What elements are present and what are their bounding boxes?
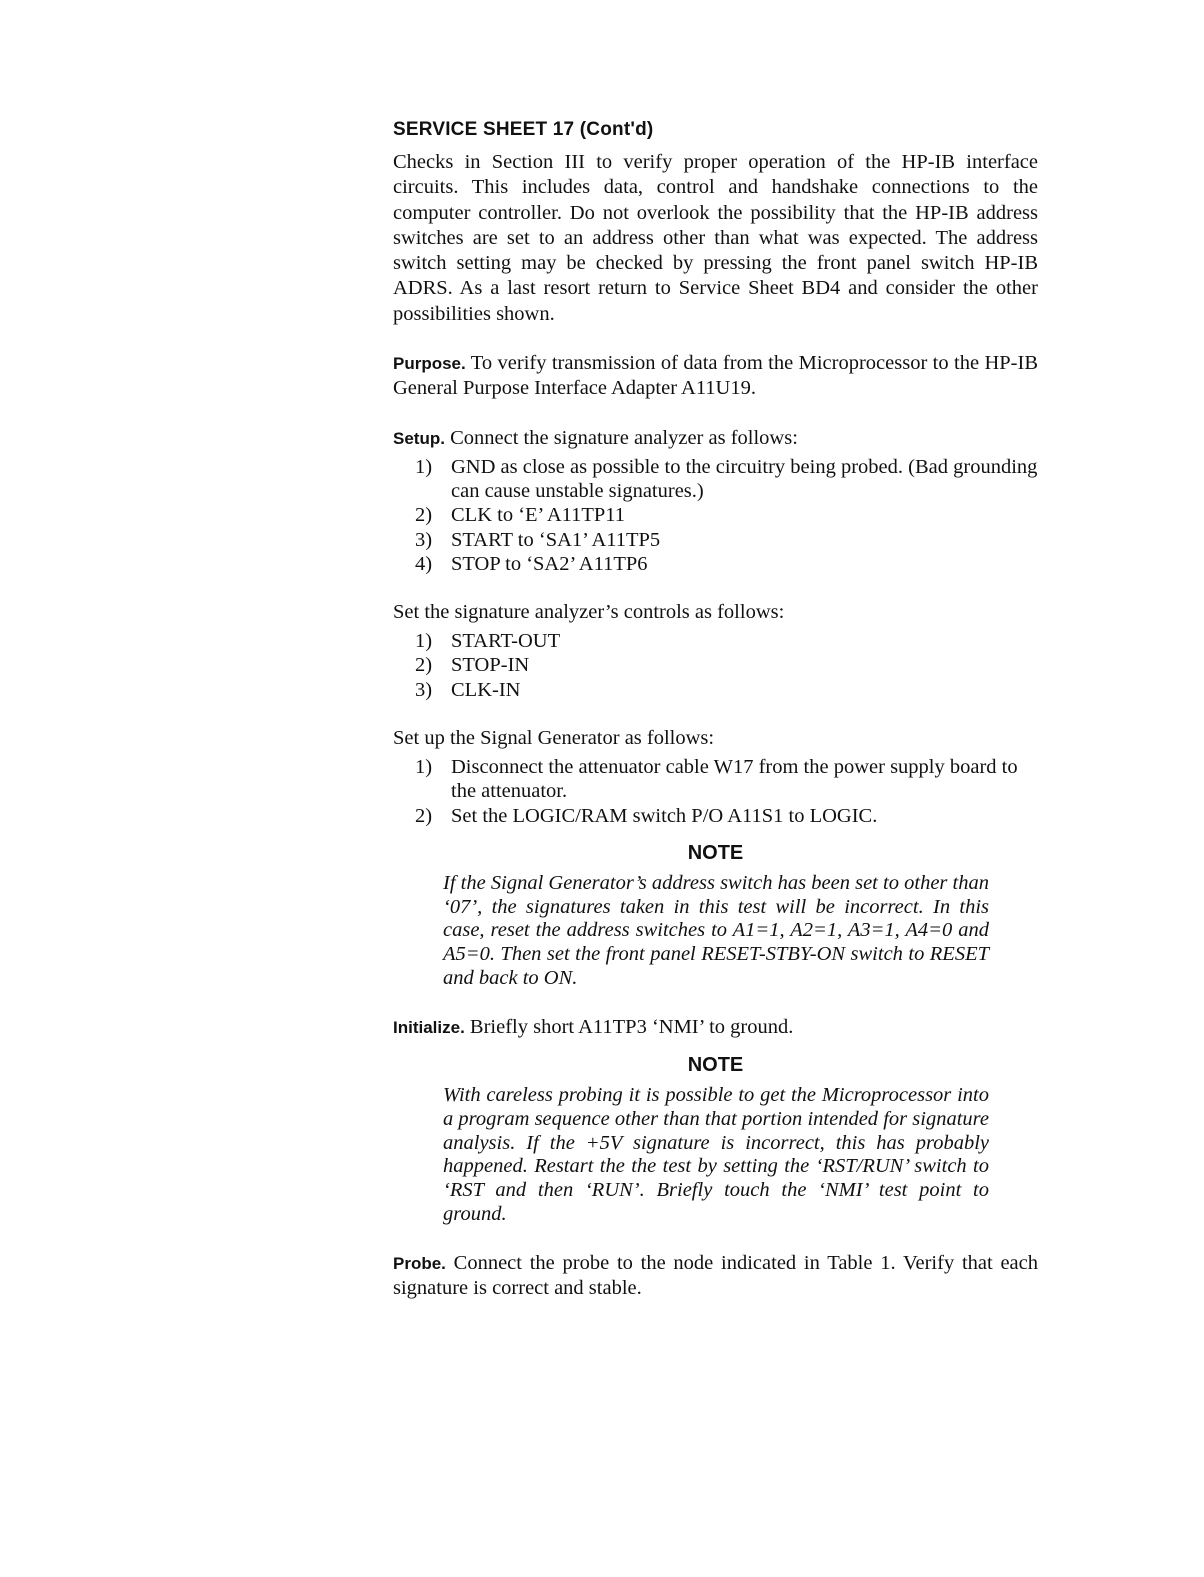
controls-steps-list [393, 629, 1038, 702]
step-text: Set the LOGIC/RAM switch P/O A11S1 to LOGIC. [451, 804, 878, 827]
step-text: STOP to ‘SA2’ A11TP6 [451, 552, 648, 575]
intro-paragraph: Checks in Section III to verify proper operation of the HP-IB interface circuits. This includes data, control and handshake connections to the computer controller. Do not overlook the possibility that the HP-IB address switches are set to an address other than what was expected. The address switch setting may be checked by pressing the front panel switch HP-IB ADRS. As a last resort return to Service Sheet BD4 and consider the other possibilities shown. [393, 151, 1038, 325]
generator-steps-list [393, 755, 1038, 828]
note-body: If the Signal Generator’s address switch has been set to other than ‘07’, the signatures taken in this test will be incorrect. In this case, reset the address switches to A1=1, A2=1, A3=1, A4=0 and A5=0. Then set the front panel RESET-STBY-ON switch to RESET and back to ON. [443, 871, 989, 989]
initialize-text: Briefly short A11TP3 ‘NMI’ to ground. [464, 1015, 794, 1038]
list-item [393, 804, 1038, 828]
list-item [393, 552, 1038, 576]
step-number: 2) [415, 804, 433, 827]
step-text: GND as close as possible to the circuitry being probed. (Bad grounding can cause unstable signatures.) [451, 455, 1038, 503]
purpose-paragraph [393, 351, 1038, 402]
step-number: 1) [415, 756, 433, 779]
list-item [393, 528, 1038, 552]
step-number: 2) [415, 504, 433, 527]
document-page [393, 116, 1038, 1301]
page-heading: SERVICE SHEET 17 (Cont'd) [393, 119, 654, 140]
step-text: Disconnect the attenuator cable W17 from the power supply board to the attenuator. [451, 756, 1018, 803]
purpose-label: Purpose. [393, 354, 466, 374]
step-text: CLK-IN [451, 678, 521, 701]
list-item [393, 755, 1038, 803]
note-title: NOTE [687, 841, 744, 864]
controls-paragraph: Set the signature analyzer’s controls as follows: [393, 600, 785, 623]
setup-text: Connect the signature analyzer as follows: [444, 426, 798, 449]
probe-label: Probe. [393, 1253, 446, 1273]
probe-text: Connect the probe to the node indicated in Table 1. Verify that each signature is correct and stable. [393, 1251, 1038, 1300]
initialize-label: Initialize. [393, 1017, 465, 1037]
step-number: 1) [415, 630, 433, 653]
list-item [393, 455, 1038, 503]
step-number: 1) [415, 455, 433, 478]
note-title: NOTE [687, 1054, 744, 1077]
list-item [393, 629, 1038, 653]
probe-paragraph [393, 1251, 1038, 1302]
step-text: CLK to ‘E’ A11TP11 [451, 504, 626, 527]
list-item [393, 503, 1038, 527]
initialize-paragraph [393, 1015, 1038, 1040]
step-text: START-OUT [451, 630, 561, 653]
step-text: START to ‘SA1’ A11TP5 [451, 528, 661, 551]
step-number: 2) [415, 654, 433, 677]
setup-paragraph [393, 426, 1038, 451]
setup-steps-list [393, 455, 1038, 576]
step-text: STOP-IN [451, 654, 530, 677]
setup-label: Setup. [393, 428, 445, 448]
step-number: 4) [415, 552, 433, 575]
note-body: With careless probing it is possible to get the Microprocessor into a program sequence other than that portion intended for signature analysis. If the +5V signature is incorrect, this has probably happened. Restart the the test by setting the ‘RST/RUN’ switch to ‘RST and then ‘RUN’. Briefly touch the ‘NMI’ test point to ground. [443, 1084, 989, 1226]
step-number: 3) [415, 678, 433, 701]
list-item [393, 678, 1038, 702]
generator-paragraph: Set up the Signal Generator as follows: [393, 726, 715, 749]
step-number: 3) [415, 528, 433, 551]
purpose-text: To verify transmission of data from the Microprocessor to the HP-IB General Purpose Interface Adapter A11U19. [393, 352, 1038, 400]
list-item [393, 653, 1038, 677]
